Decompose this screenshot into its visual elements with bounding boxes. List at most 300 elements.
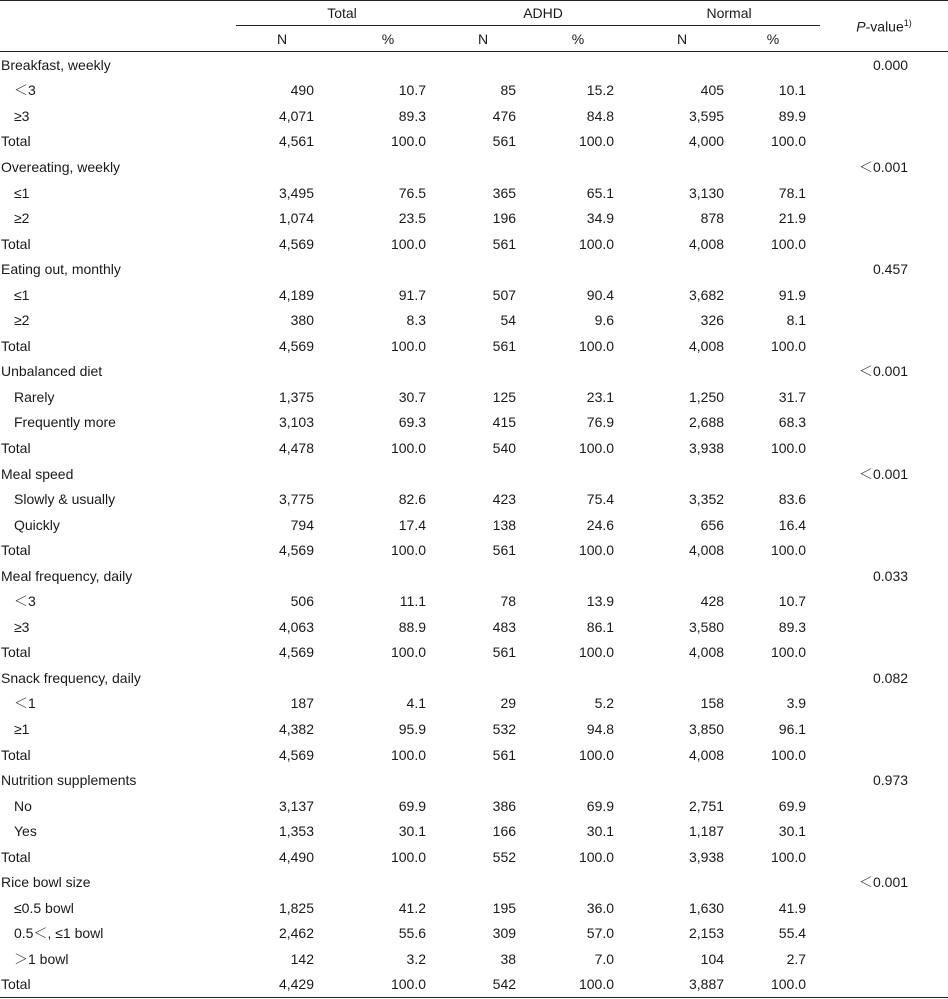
- count-cell: 158: [700, 695, 725, 712]
- empty-cell: [820, 512, 948, 538]
- empty-cell: [518, 359, 638, 385]
- row-label: ≤0.5 bowl: [14, 899, 74, 916]
- header-sub: N: [448, 26, 518, 52]
- total-row: [0, 742, 948, 768]
- empty-cell: [328, 154, 448, 180]
- empty-cell: [448, 461, 518, 487]
- percent-cell: 100.0: [578, 133, 615, 150]
- count-cell: 2,153: [688, 925, 725, 942]
- row-label: ≥1: [14, 720, 30, 737]
- table-row: [0, 691, 948, 717]
- total-label: Total: [1, 746, 31, 763]
- percent-cell: 91.7: [398, 286, 427, 303]
- empty-cell: [638, 359, 726, 385]
- empty-cell: [328, 563, 448, 589]
- count-cell: 561: [492, 235, 517, 252]
- row-label: ＜1: [14, 695, 36, 712]
- empty-cell: [820, 435, 948, 461]
- count-cell: 4,478: [278, 439, 314, 456]
- percent-cell: 100.0: [770, 439, 807, 456]
- category-label: Overeating, weekly: [1, 158, 121, 175]
- count-cell: 552: [492, 848, 517, 865]
- count-cell: 3,850: [688, 720, 725, 737]
- count-cell: 309: [492, 925, 517, 942]
- percent-cell: 100.0: [390, 542, 427, 559]
- percent-cell: 16.4: [778, 516, 807, 533]
- count-cell: 38: [500, 950, 517, 967]
- category-label: Meal speed: [1, 465, 74, 482]
- empty-cell: [820, 333, 948, 359]
- percent-cell: 88.9: [398, 618, 427, 635]
- empty-cell: [820, 691, 948, 717]
- category-row: [0, 870, 948, 896]
- empty-cell: [328, 665, 448, 691]
- count-cell: 104: [700, 950, 725, 967]
- row-label: Frequently more: [14, 414, 116, 431]
- p-value: ＜0.001: [858, 158, 909, 175]
- total-label: Total: [1, 337, 31, 354]
- empty-cell: [820, 129, 948, 155]
- count-cell: 4,008: [688, 235, 725, 252]
- empty-cell: [820, 793, 948, 819]
- count-cell: 3,775: [278, 491, 314, 508]
- table-row: [0, 103, 948, 129]
- p-value: ＜0.001: [858, 363, 909, 380]
- table-row: [0, 78, 948, 104]
- percent-cell: 36.0: [586, 899, 615, 916]
- row-label: ＜3: [14, 82, 36, 99]
- percent-cell: 100.0: [390, 337, 427, 354]
- count-cell: 125: [492, 388, 517, 405]
- empty-cell: [820, 231, 948, 257]
- percent-cell: 13.9: [586, 593, 615, 610]
- empty-cell: [820, 205, 948, 231]
- total-row: [0, 640, 948, 666]
- percent-cell: 100.0: [770, 746, 807, 763]
- count-cell: 4,063: [278, 618, 314, 635]
- percent-cell: 94.8: [586, 720, 615, 737]
- empty-cell: [448, 870, 518, 896]
- empty-cell: [820, 640, 948, 666]
- percent-cell: 5.2: [594, 695, 615, 712]
- header-sub: N: [236, 26, 328, 52]
- empty-cell: [820, 486, 948, 512]
- empty-cell: [518, 767, 638, 793]
- category-label: Nutrition supplements: [1, 772, 137, 789]
- empty-cell: [638, 52, 726, 78]
- count-cell: 540: [492, 439, 517, 456]
- count-cell: 4,382: [278, 720, 314, 737]
- count-cell: 507: [492, 286, 517, 303]
- count-cell: 4,008: [688, 644, 725, 661]
- empty-cell: [820, 844, 948, 870]
- percent-cell: 95.9: [398, 720, 427, 737]
- empty-cell: [518, 52, 638, 78]
- count-cell: 561: [492, 337, 517, 354]
- count-cell: 4,569: [278, 746, 314, 763]
- row-label: ≥3: [14, 107, 30, 124]
- percent-cell: 100.0: [770, 133, 807, 150]
- empty-cell: [820, 972, 948, 998]
- header-blank-2: [0, 26, 236, 52]
- table-row: [0, 614, 948, 640]
- empty-cell: [820, 588, 948, 614]
- empty-cell: [638, 665, 726, 691]
- table-row: [0, 946, 948, 972]
- percent-cell: 100.0: [770, 337, 807, 354]
- table-row: [0, 588, 948, 614]
- percent-cell: 89.3: [778, 618, 807, 635]
- category-label: Snack frequency, daily: [1, 669, 141, 686]
- empty-cell: [726, 767, 820, 793]
- count-cell: 476: [492, 107, 517, 124]
- row-label: 0.5＜, ≤1 bowl: [14, 925, 104, 942]
- total-label: Total: [1, 644, 31, 661]
- empty-cell: [236, 359, 328, 385]
- empty-cell: [328, 256, 448, 282]
- category-row: [0, 154, 948, 180]
- empty-cell: [726, 870, 820, 896]
- percent-cell: 8.3: [406, 312, 427, 329]
- percent-cell: 3.9: [786, 695, 807, 712]
- percent-cell: 55.6: [398, 925, 427, 942]
- header-group-adhd: ADHD: [448, 1, 638, 26]
- count-cell: 1,250: [688, 388, 725, 405]
- percent-cell: 100.0: [578, 439, 615, 456]
- percent-cell: 11.1: [399, 593, 427, 610]
- percent-cell: 7.0: [594, 950, 615, 967]
- empty-cell: [820, 537, 948, 563]
- percent-cell: 100.0: [390, 848, 427, 865]
- count-cell: 3,130: [688, 184, 725, 201]
- empty-cell: [448, 52, 518, 78]
- total-row: [0, 129, 948, 155]
- empty-cell: [820, 895, 948, 921]
- percent-cell: 100.0: [578, 746, 615, 763]
- count-cell: 4,189: [278, 286, 314, 303]
- percent-cell: 78.1: [778, 184, 807, 201]
- percent-cell: 69.9: [778, 797, 807, 814]
- empty-cell: [448, 767, 518, 793]
- count-cell: 4,008: [688, 746, 725, 763]
- p-value: 0.033: [872, 567, 909, 584]
- percent-cell: 23.5: [398, 210, 427, 227]
- table-header: [0, 1, 948, 52]
- empty-cell: [236, 154, 328, 180]
- percent-cell: 57.0: [586, 925, 615, 942]
- empty-cell: [518, 665, 638, 691]
- count-cell: 561: [492, 133, 517, 150]
- empty-cell: [820, 818, 948, 844]
- percent-cell: 9.6: [594, 312, 615, 329]
- table-row: [0, 512, 948, 538]
- percent-cell: 8.1: [786, 312, 807, 329]
- count-cell: 4,490: [278, 848, 314, 865]
- count-cell: 561: [492, 644, 517, 661]
- percent-cell: 100.0: [390, 746, 427, 763]
- count-cell: 794: [290, 516, 314, 533]
- row-label: ＞1 bowl: [14, 950, 69, 967]
- empty-cell: [638, 154, 726, 180]
- percent-cell: 65.1: [586, 184, 615, 201]
- count-cell: 656: [700, 516, 725, 533]
- empty-cell: [518, 461, 638, 487]
- count-cell: 4,569: [278, 644, 314, 661]
- header-group-normal: Normal: [638, 1, 820, 26]
- table-body: [0, 52, 948, 998]
- total-label: Total: [1, 976, 31, 993]
- category-row: [0, 665, 948, 691]
- count-cell: 415: [492, 414, 517, 431]
- count-cell: 2,688: [688, 414, 725, 431]
- count-cell: 542: [492, 976, 517, 993]
- empty-cell: [518, 154, 638, 180]
- empty-cell: [638, 256, 726, 282]
- count-cell: 3,887: [688, 976, 725, 993]
- empty-cell: [236, 870, 328, 896]
- percent-cell: 21.9: [778, 210, 807, 227]
- empty-cell: [236, 461, 328, 487]
- percent-cell: 3.2: [406, 950, 427, 967]
- empty-cell: [820, 282, 948, 308]
- percent-cell: 30.7: [398, 388, 427, 405]
- empty-cell: [236, 563, 328, 589]
- percent-cell: 100.0: [770, 976, 807, 993]
- count-cell: 1,825: [278, 899, 314, 916]
- category-label: Rice bowl size: [1, 874, 91, 891]
- count-cell: 483: [492, 618, 517, 635]
- percent-cell: 10.1: [778, 82, 807, 99]
- count-cell: 166: [492, 823, 517, 840]
- count-cell: 78: [500, 593, 517, 610]
- percent-cell: 69.3: [398, 414, 427, 431]
- row-label: ＜3: [14, 593, 36, 610]
- empty-cell: [820, 384, 948, 410]
- total-label: Total: [1, 439, 31, 456]
- empty-cell: [820, 78, 948, 104]
- category-row: [0, 256, 948, 282]
- table-row: [0, 486, 948, 512]
- p-value: ＜0.001: [858, 874, 909, 891]
- table-row: [0, 716, 948, 742]
- percent-cell: 100.0: [390, 439, 427, 456]
- percent-cell: 55.4: [778, 925, 807, 942]
- percent-cell: 15.2: [586, 82, 615, 99]
- empty-cell: [518, 563, 638, 589]
- total-label: Total: [1, 848, 31, 865]
- count-cell: 142: [290, 950, 314, 967]
- percent-cell: 68.3: [778, 414, 807, 431]
- category-label: Eating out, monthly: [1, 261, 121, 278]
- percent-cell: 69.9: [586, 797, 615, 814]
- empty-cell: [448, 665, 518, 691]
- count-cell: 1,187: [688, 823, 725, 840]
- percent-cell: 30.1: [398, 823, 427, 840]
- count-cell: 561: [492, 746, 517, 763]
- empty-cell: [820, 716, 948, 742]
- row-label: ≤1: [14, 184, 30, 201]
- empty-cell: [726, 154, 820, 180]
- empty-cell: [328, 52, 448, 78]
- count-cell: 365: [492, 184, 517, 201]
- percent-cell: 76.5: [398, 184, 427, 201]
- table-row: [0, 818, 948, 844]
- percent-cell: 100.0: [390, 133, 427, 150]
- category-row: [0, 461, 948, 487]
- table-row: [0, 410, 948, 436]
- header-blank: [0, 1, 236, 26]
- category-row: [0, 767, 948, 793]
- count-cell: 3,938: [688, 848, 725, 865]
- count-cell: 3,103: [278, 414, 314, 431]
- count-cell: 4,569: [278, 337, 314, 354]
- table-row: [0, 205, 948, 231]
- count-cell: 326: [700, 312, 725, 329]
- count-cell: 138: [492, 516, 517, 533]
- count-cell: 3,595: [688, 107, 725, 124]
- count-cell: 532: [492, 720, 517, 737]
- percent-cell: 100.0: [578, 644, 615, 661]
- percent-cell: 100.0: [390, 235, 427, 252]
- count-cell: 380: [290, 312, 314, 329]
- percent-cell: 76.9: [586, 414, 615, 431]
- empty-cell: [448, 563, 518, 589]
- percent-cell: 75.4: [586, 491, 615, 508]
- percent-cell: 23.1: [586, 388, 615, 405]
- total-row: [0, 333, 948, 359]
- percent-cell: 100.0: [578, 976, 615, 993]
- count-cell: 428: [700, 593, 725, 610]
- count-cell: 195: [492, 899, 517, 916]
- percent-cell: 100.0: [770, 542, 807, 559]
- percent-cell: 100.0: [390, 644, 427, 661]
- row-label: ≥3: [14, 618, 30, 635]
- percent-cell: 100.0: [770, 848, 807, 865]
- category-row: [0, 52, 948, 78]
- row-label: Rarely: [14, 388, 55, 405]
- count-cell: 4,008: [688, 542, 725, 559]
- p-value: 0.457: [872, 261, 909, 278]
- total-row: [0, 435, 948, 461]
- row-label: ≥2: [14, 312, 30, 329]
- percent-cell: 30.1: [586, 823, 615, 840]
- count-cell: 386: [492, 797, 517, 814]
- count-cell: 29: [500, 695, 517, 712]
- category-label: Meal frequency, daily: [1, 567, 133, 584]
- percent-cell: 100.0: [770, 644, 807, 661]
- empty-cell: [328, 461, 448, 487]
- percent-cell: 30.1: [778, 823, 807, 840]
- percent-cell: 83.6: [778, 491, 807, 508]
- header-sub: %: [726, 26, 820, 52]
- empty-cell: [726, 52, 820, 78]
- row-label: ≤1: [14, 286, 30, 303]
- percent-cell: 10.7: [778, 593, 807, 610]
- percent-cell: 82.6: [398, 491, 427, 508]
- percent-cell: 84.8: [586, 107, 615, 124]
- count-cell: 3,495: [278, 184, 314, 201]
- percent-cell: 89.9: [778, 107, 807, 124]
- total-label: Total: [1, 235, 31, 252]
- count-cell: 3,580: [688, 618, 725, 635]
- percent-cell: 100.0: [578, 542, 615, 559]
- row-label: No: [14, 797, 32, 814]
- p-value: 0.082: [872, 669, 909, 686]
- p-value: ＜0.001: [858, 465, 909, 482]
- percent-cell: 100.0: [578, 337, 615, 354]
- table-row: [0, 282, 948, 308]
- p-value: 0.973: [872, 772, 909, 789]
- total-row: [0, 972, 948, 998]
- empty-cell: [638, 870, 726, 896]
- table-row: [0, 307, 948, 333]
- count-cell: 1,353: [278, 823, 314, 840]
- empty-cell: [518, 256, 638, 282]
- empty-cell: [236, 52, 328, 78]
- percent-cell: 17.4: [398, 516, 427, 533]
- empty-cell: [820, 180, 948, 206]
- percent-cell: 41.2: [398, 899, 427, 916]
- category-row: [0, 563, 948, 589]
- empty-cell: [820, 614, 948, 640]
- table-row: [0, 384, 948, 410]
- empty-cell: [328, 767, 448, 793]
- table-row: [0, 180, 948, 206]
- empty-cell: [448, 359, 518, 385]
- empty-cell: [236, 767, 328, 793]
- empty-cell: [638, 563, 726, 589]
- percent-cell: 100.0: [578, 235, 615, 252]
- empty-cell: [448, 256, 518, 282]
- count-cell: 4,569: [278, 542, 314, 559]
- empty-cell: [236, 665, 328, 691]
- percent-cell: 4.1: [406, 695, 427, 712]
- category-row: [0, 359, 948, 385]
- empty-cell: [820, 307, 948, 333]
- count-cell: 4,000: [688, 133, 725, 150]
- row-label: Slowly & usually: [14, 491, 116, 508]
- count-cell: 4,561: [278, 133, 314, 150]
- category-label: Unbalanced diet: [1, 363, 103, 380]
- total-row: [0, 844, 948, 870]
- total-row: [0, 537, 948, 563]
- percent-cell: 2.7: [786, 950, 807, 967]
- empty-cell: [726, 256, 820, 282]
- empty-cell: [328, 870, 448, 896]
- count-cell: 4,569: [278, 235, 314, 252]
- table-row: [0, 895, 948, 921]
- empty-cell: [328, 359, 448, 385]
- count-cell: 3,137: [278, 797, 314, 814]
- percent-cell: 86.1: [586, 618, 615, 635]
- count-cell: 2,462: [278, 925, 314, 942]
- count-cell: 85: [500, 82, 517, 99]
- empty-cell: [820, 410, 948, 436]
- header-group-total: Total: [236, 1, 448, 26]
- p-value: 0.000: [872, 56, 909, 73]
- percent-cell: 100.0: [578, 848, 615, 865]
- header-sub: %: [518, 26, 638, 52]
- count-cell: 878: [700, 210, 725, 227]
- empty-cell: [726, 359, 820, 385]
- category-label: Breakfast, weekly: [1, 56, 111, 73]
- header-sub: %: [328, 26, 448, 52]
- count-cell: 490: [290, 82, 314, 99]
- row-label: Yes: [14, 823, 37, 840]
- count-cell: 196: [492, 210, 517, 227]
- count-cell: 1,630: [688, 899, 725, 916]
- count-cell: 4,071: [278, 107, 314, 124]
